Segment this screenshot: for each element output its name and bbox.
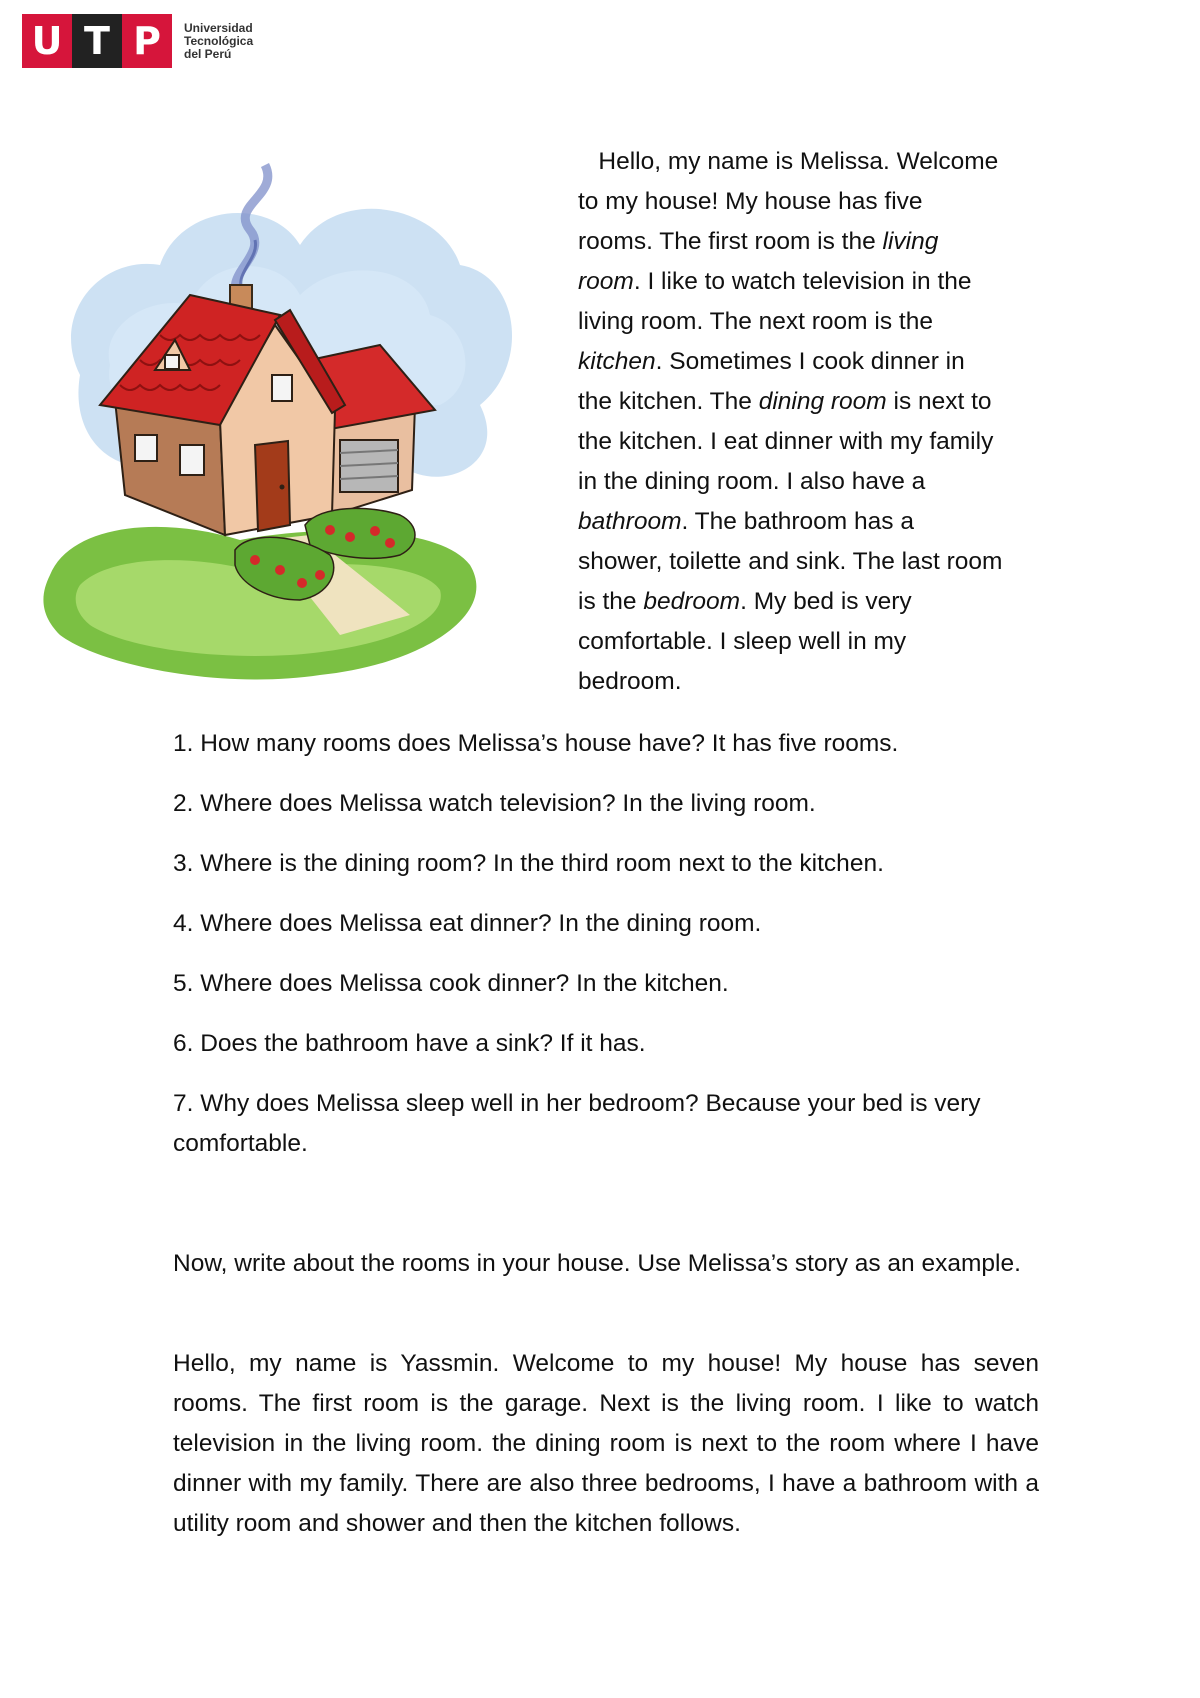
emphasis-bathroom: bathroom [578,508,682,535]
logo-name-line: Universidad [184,20,253,35]
story-line: comfortable. I sleep well in my [578,628,907,655]
student-answer: Hello, my name is Yassmin. Welcome to my house! My house has seven rooms. The first room is the garage. Next is the living room. I like to watch television in the living room. the dining room is next to the room where I have dinner with my family. There are also three bedrooms, I have a bathroom with a utility room and shower and then the kitchen follows. [173,1350,1039,1537]
story-line: kitchen. Sometimes I cook dinner in [578,348,965,375]
story-line: the kitchen. The dining room is next to [578,388,992,415]
story-line: room. I like to watch television in the [578,268,972,295]
story-line: to my house! My house has five [578,188,923,215]
story-line: the kitchen. I eat dinner with my family [578,428,994,455]
story-line: bathroom. The bathroom has a [578,508,914,535]
story-line: Hello, my name is Melissa. Welcome [598,148,999,175]
question-item: 2. Where does Melissa watch television? In the living room. [173,790,816,817]
melissa-story [578,142,1048,702]
story-line: in the dining room. I also have a [578,468,926,495]
story-line: rooms. The first room is the living [578,228,939,255]
story-line: shower, toilette and sink. The last room [578,548,1003,575]
logo-name-line: Tecnológica [184,33,254,48]
story-line: is the bedroom. My bed is very [578,588,912,615]
emphasis-bedroom: bedroom [643,588,741,615]
emphasis-living: living [882,228,939,255]
question-item: 1. How many rooms does Melissa’s house have? It has five rooms. [173,730,899,757]
question-item: 3. Where is the dining room? In the third room next to the kitchen. [173,850,884,877]
logo-letter-p: P [122,14,172,68]
emphasis-kitchen: kitchen [578,348,656,375]
question-item: 6. Does the bathroom have a sink? If it has. [173,1030,646,1057]
logo-name-line: del Perú [184,46,232,61]
story-line: bedroom. [578,668,682,695]
question-item: 7. Why does Melissa sleep well in her bedroom? Because your bed is very comfortable. [173,1090,981,1157]
emphasis-dining-room: dining room [758,388,887,415]
question-list [173,724,1053,1184]
logo-letter-u: U [22,14,72,68]
logo-university-name [184,22,253,61]
writing-prompt: Now, write about the rooms in your house. Use Melissa’s story as an example. [173,1250,1021,1277]
utp-logo [22,14,253,68]
emphasis-room: room [578,268,634,295]
story-line: living room. The next room is the [578,308,933,335]
logo-letter-t: T [72,14,122,68]
question-item: 5. Where does Melissa cook dinner? In the kitchen. [173,970,729,997]
house-illustration [40,145,530,690]
question-item: 4. Where does Melissa eat dinner? In the dining room. [173,910,762,937]
